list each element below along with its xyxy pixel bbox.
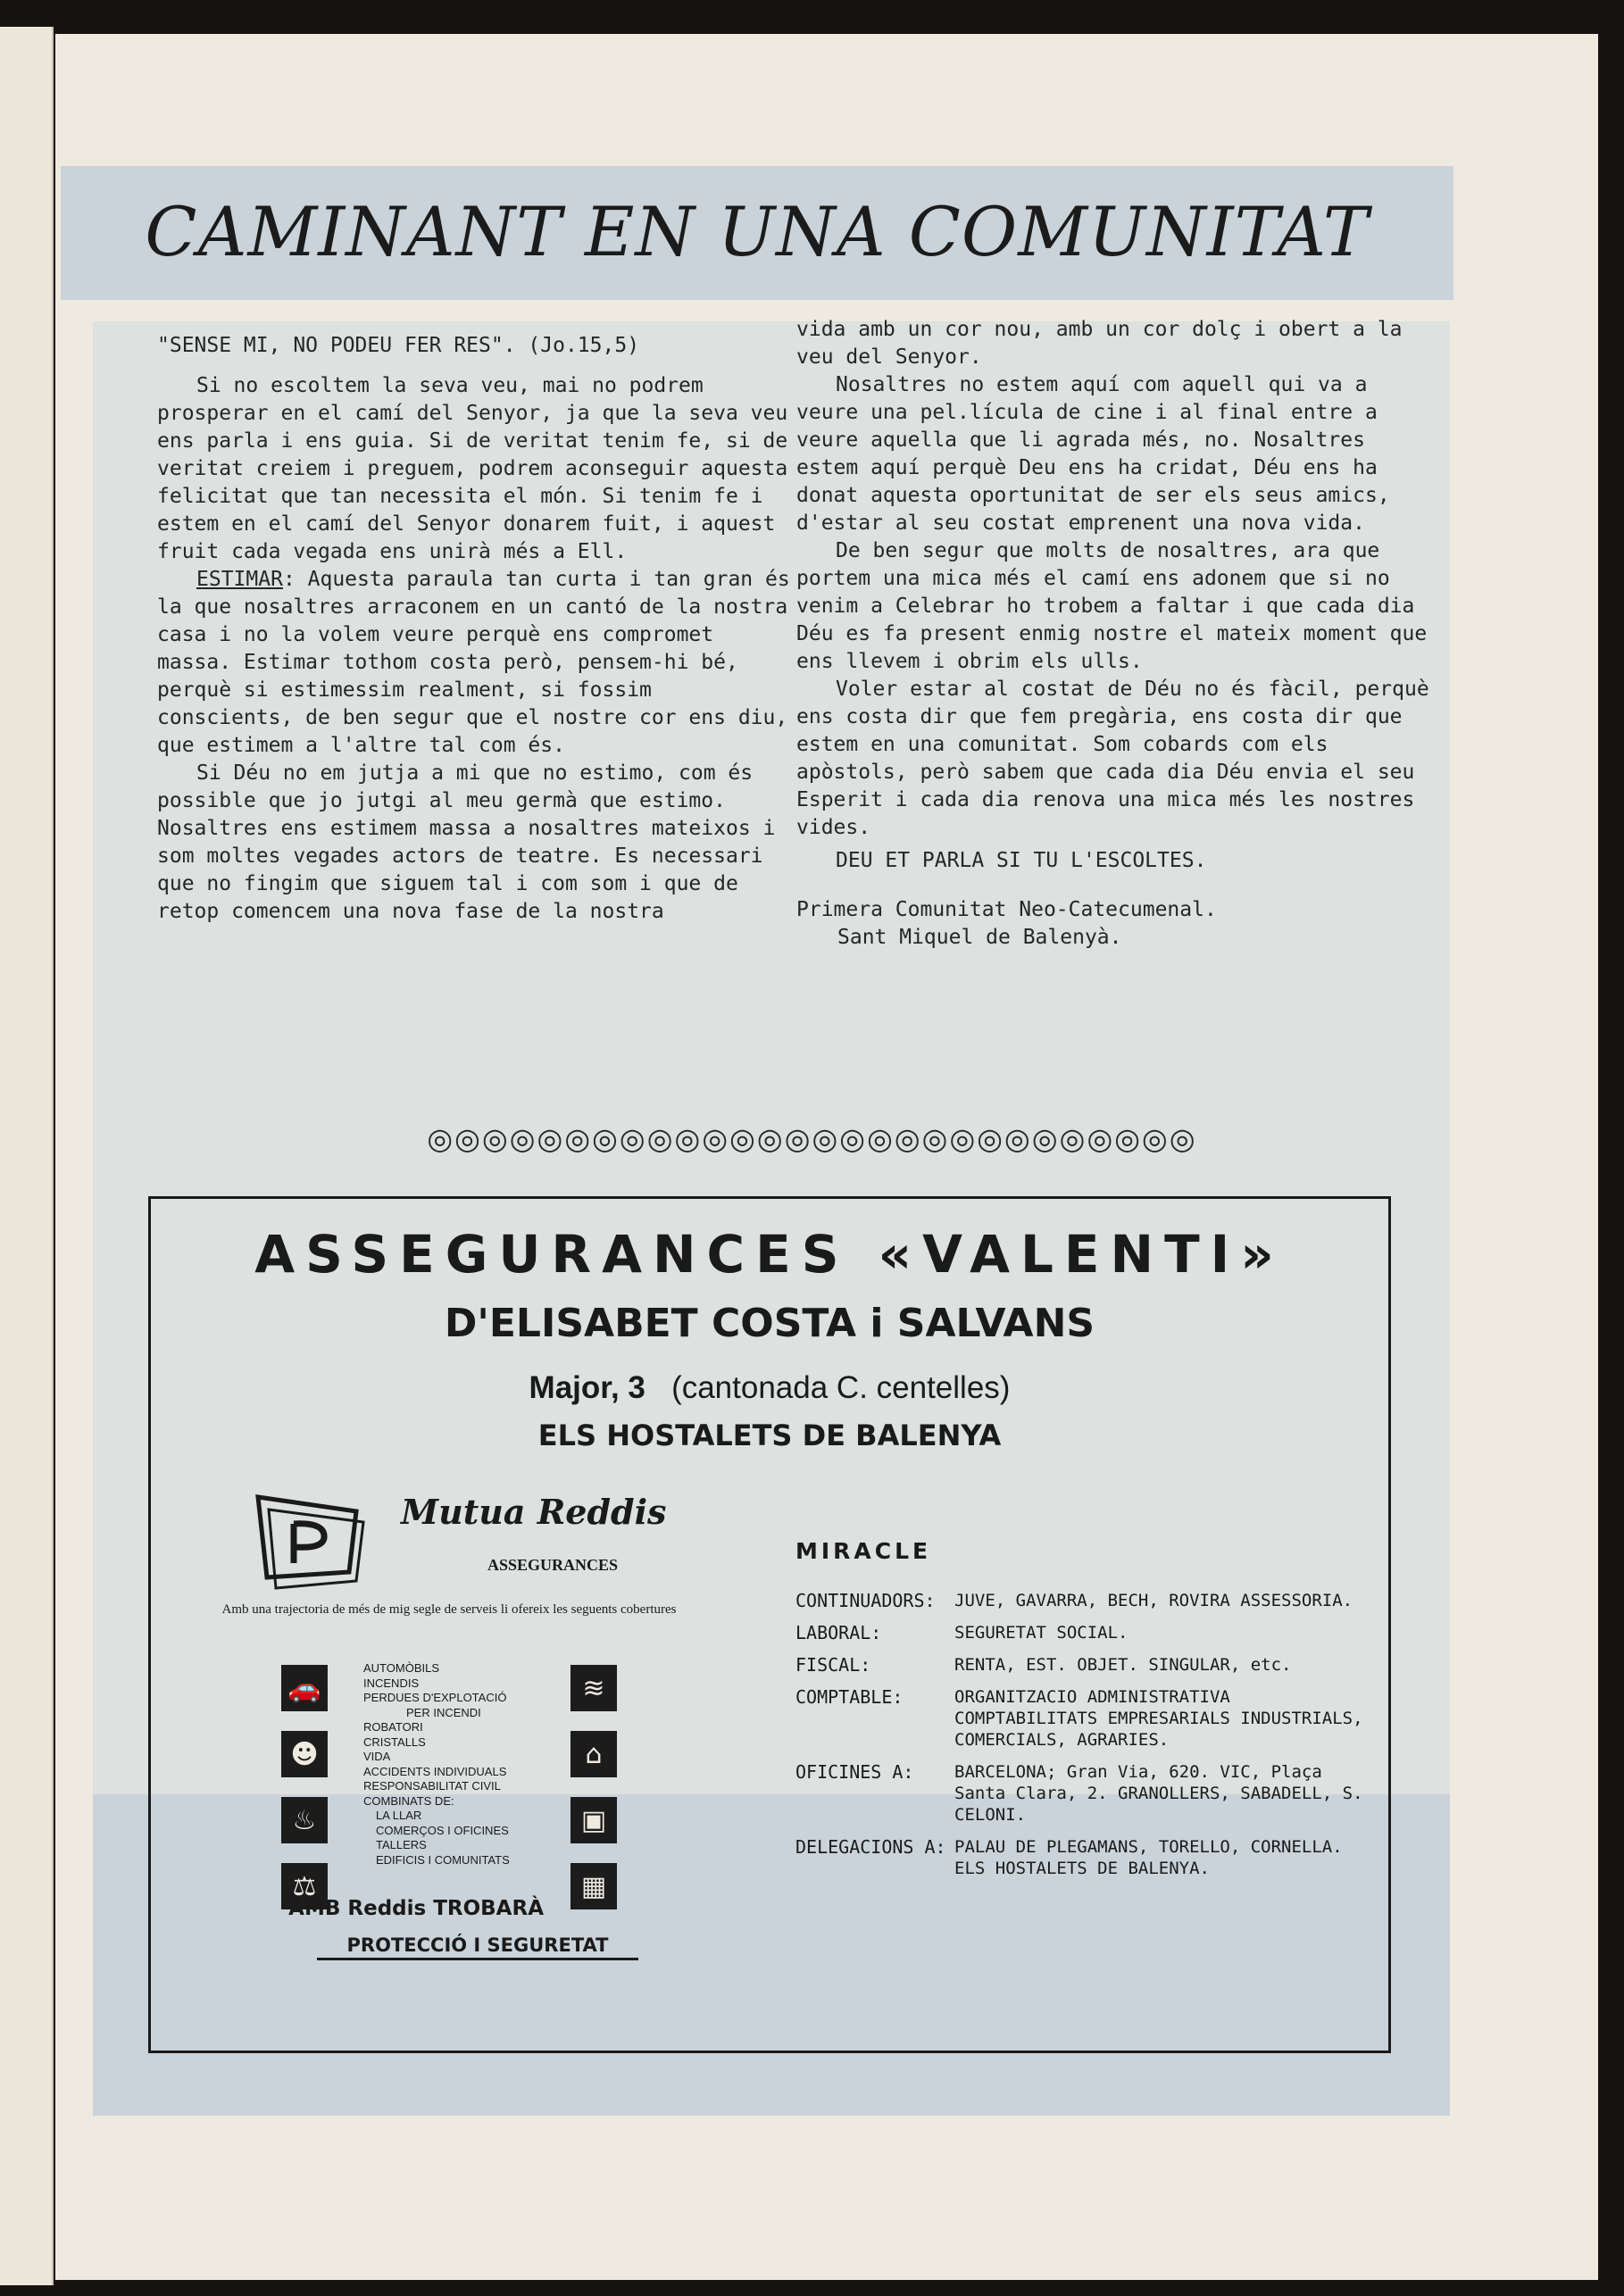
article-right-column: [796, 316, 1439, 952]
service-row: [795, 1836, 1367, 1879]
robber-icon: ☻: [281, 1731, 328, 1777]
article-paragraph: Si no escoltem la seva veu, mai no podrem prosperar en el camí del Senyor, ja que la seva veu ens parla i ens guia. Si de veritat tenim fe, si de veritat creiem i preguem, podrem aconseguir aquesta felicitat que tan necessita el món. Si tenim fe i estem en el camí del Senyor donarem fuit, i aquest fruit cada vegada ens unirà més a Ell.: [157, 374, 788, 563]
car-icon: 🚗: [281, 1665, 328, 1711]
article-paragraph: Nosaltres no estem aquí com aquell qui va a veure una pel.lícula de cine i al final entre a veure aquella que li agrada més, no. Nosaltres estem aquí perquè Deu ens ha cridat, Déu ens ha donat aquesta oportunitat de ser els seus amics, d'estar al seu costat emprenent una nova vida.: [796, 373, 1390, 535]
ad-town: ELS HOSTALETS DE BALENYA: [537, 1418, 1002, 1452]
reddis-logo: [249, 1492, 731, 1599]
building-icon: ▦: [570, 1863, 617, 1909]
service-row: [795, 1590, 1367, 1611]
ad-headline: ASSEGURANCES «VALENTI»: [254, 1224, 1285, 1285]
coverage-item: EDIFICIS I COMUNITATS: [376, 1852, 510, 1867]
coverage-list: [363, 1661, 569, 1868]
ad-footer-slogan: PROTECCIÓ I SEGURETAT: [317, 1934, 638, 1960]
service-row: [795, 1622, 1367, 1643]
services-list: [795, 1590, 1367, 1890]
service-label: COMPTABLE:: [795, 1686, 904, 1708]
estimar-heading: ESTIMAR: [196, 568, 283, 591]
service-label: FISCAL:: [795, 1654, 871, 1676]
article-paragraph: vida amb un cor nou, amb un cor dolç i obert a la veu del Senyor.: [796, 318, 1403, 369]
scales-icon: ⚖: [281, 1863, 328, 1909]
service-row: [795, 1761, 1367, 1826]
article-epigraph: "SENSE MI, NO PODEU FER RES". (Jo.15,5): [157, 334, 640, 357]
service-label: CONTINUADORS:: [795, 1590, 936, 1611]
service-value: SEGURETAT SOCIAL.: [954, 1623, 1128, 1643]
service-value: BARCELONA; Gran Via, 620. VIC, Plaça Santa Clara, 2. GRANOLLERS, SABADELL, S. CELONI.: [954, 1762, 1363, 1825]
coverage-item: ROBATORI: [363, 1720, 423, 1734]
ornament-divider: ◎◎◎◎◎◎◎◎◎◎◎◎◎◎◎◎◎◎◎◎◎◎◎◎◎◎◎◎: [427, 1121, 1197, 1156]
coverage-item: TALLERS: [376, 1838, 427, 1851]
facing-page-edge: [0, 27, 54, 2285]
service-row: [795, 1654, 1367, 1676]
article-paragraph: Voler estar al costat de Déu no és fàcil, perquè ens costa dir que fem pregària, ens costa dir que estem en una comunitat. Som cobards com els apòstols, però sabem que cada dia Déu envia el seu Esperit i cada dia renova una mica més les nostres vides.: [796, 678, 1429, 839]
coverage-item: LA LLAR: [376, 1809, 422, 1822]
signature-line: Primera Comunitat Neo-Catecumenal.: [796, 898, 1217, 921]
coverage-item: COMERÇOS I OFICINES: [376, 1823, 509, 1837]
article-paragraph: Si Déu no em jutja a mi que no estimo, com és possible que jo jutgi al meu germà que estimo. Nosaltres ens estimem massa a nosaltres mateixos i som moltes vegades actors de teatre. Es necessari que no fingim que siguem tal i com som i que de retop comencem una nova fase de la nostra: [157, 761, 776, 923]
service-label: DELEGACIONS A:: [795, 1836, 946, 1858]
coverage-item: RESPONSABILITAT CIVIL: [363, 1779, 501, 1793]
flood-icon: ≋: [570, 1665, 617, 1711]
coverage-item: ACCIDENTS INDIVIDUALS: [363, 1764, 507, 1778]
ad-footer-line: AMB Reddis TROBARÀ: [288, 1897, 544, 1920]
reddis-emblem-icon: [249, 1492, 383, 1592]
signature-place: Sant Miquel de Balenyà.: [837, 926, 1122, 949]
coverage-item: INCENDIS: [363, 1676, 420, 1690]
coverage-icons-right: [570, 1665, 624, 1929]
coverage-icons-left: [281, 1665, 335, 1929]
coverage-item: CRISTALLS: [363, 1734, 426, 1749]
miracle-title: MIRACLE: [795, 1538, 932, 1564]
brand-tagline: Amb una trajectoria de més de mig segle de serveis li ofereix les seguents cobertures: [221, 1602, 677, 1617]
coverage-item: AUTOMÒBILS: [363, 1661, 440, 1675]
service-row: [795, 1686, 1367, 1751]
gift-icon: ▣: [570, 1797, 617, 1843]
article-left-column: [157, 332, 800, 926]
coverage-item: VIDA: [363, 1750, 391, 1763]
service-value: ORGANITZACIO ADMINISTRATIVA COMPTABILITATS EMPRESARIALS INDUSTRIALS, COMERCIALS, AGRARIES.: [954, 1687, 1363, 1750]
insurance-advertisement: [148, 1196, 1391, 2053]
brand-subtitle: ASSEGURANCES: [487, 1556, 619, 1574]
coverage-item: COMBINATS DE:: [363, 1793, 454, 1808]
article-paragraph: De ben segur que molts de nosaltres, ara que portem una mica més el camí ens adonem que si no venim a Celebrar ho trobem a faltar i que cada dia Déu es fa present enmig nostre el mateix moment que ens llevem i obrim els ulls.: [796, 539, 1428, 673]
service-value: RENTA, EST. OBJET. SINGULAR, etc.: [954, 1655, 1292, 1675]
service-label: LABORAL:: [795, 1622, 882, 1643]
page-title: CAMINANT EN UNA COMUNITAT: [145, 192, 1370, 271]
service-label: OFICINES A:: [795, 1761, 914, 1783]
ad-address: Major, 3 (cantonada C. centelles): [529, 1370, 1011, 1405]
brand-name: Mutua Reddis: [401, 1492, 667, 1532]
fire-icon: ♨: [281, 1797, 328, 1843]
coverage-item: PERDUES D'EXPLOTACIÓ: [363, 1691, 507, 1704]
coverage-item: PER INCENDI: [406, 1705, 481, 1719]
article-paragraph: ESTIMAR: Aquesta paraula tan curta i tan gran és la que nosaltres arraconem en un cantó de la nostra casa i no la volem veure perquè ens compromet massa. Estimar tothom costa però, pensem-hi bé, perquè si estimessim realment, si fossim conscients, de ben segur que el nostre cor ens diu, que estimem a l'altre tal com és.: [157, 568, 790, 757]
service-value: JUVE, GAVARRA, BECH, ROVIRA ASSESSORIA.: [954, 1591, 1353, 1610]
house-icon: ⌂: [570, 1731, 617, 1777]
article-closing: DEU ET PARLA SI TU L'ESCOLTES.: [836, 849, 1207, 872]
service-value: PALAU DE PLEGAMANS, TORELLO, CORNELLA. ELS HOSTALETS DE BALENYA.: [954, 1837, 1343, 1878]
ad-owner: D'ELISABET COSTA i SALVANS: [444, 1301, 1095, 1346]
